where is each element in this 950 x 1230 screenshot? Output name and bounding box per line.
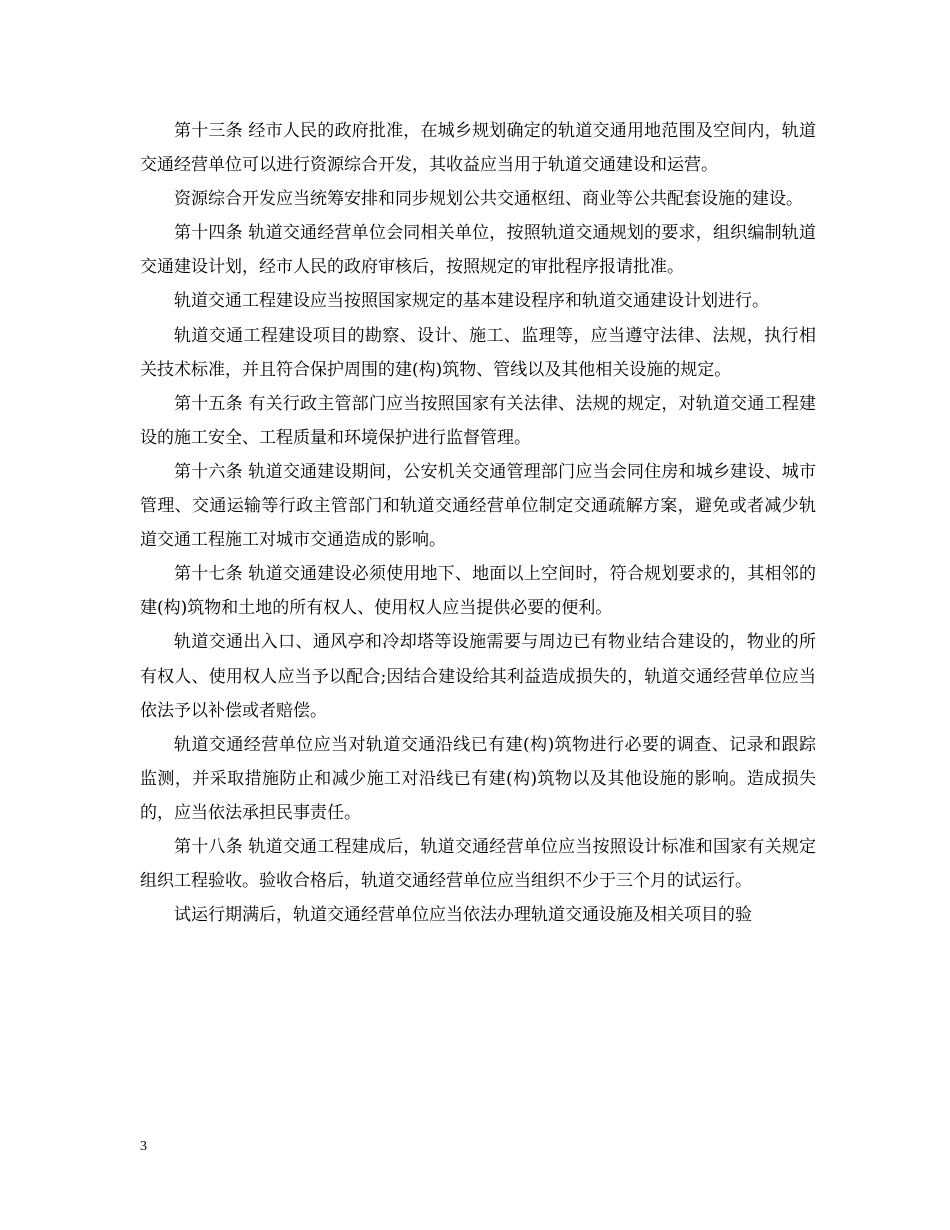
page-number: 3 [140, 1139, 147, 1154]
paragraph: 第十八条 轨道交通工程建成后，轨道交通经营单位应当按照设计标准和国家有关规定组织工程验收。验收合格后，轨道交通经营单位应当组织不少于三个月的试运行。 [140, 836, 816, 892]
paragraph: 第十七条 轨道交通建设必须使用地下、地面以上空间时，符合规划要求的，其相邻的建(构)筑物和土地的所有权人、使用权人应当提供必要的便利。 [140, 564, 816, 619]
paragraph: 第十四条 轨道交通经营单位会同相关单位，按照轨道交通规划的要求，组织编制轨道交通建设计划，经市人民的政府审核后，按照规定的审批程序报请批准。 [140, 223, 816, 278]
paragraph: 第十三条 经市人民的政府批准，在城乡规划确定的轨道交通用地范围及空间内，轨道交通经营单位可以进行资源综合开发，其收益应当用于轨道交通建设和运营。 [140, 121, 816, 176]
paragraph: 试运行期满后，轨道交通经营单位应当依法办理轨道交通设施及相关项目的验 [174, 905, 752, 926]
paragraph: 轨道交通工程建设项目的勘察、设计、施工、监理等，应当遵守法律、法规，执行相关技术标准，并且符合保护周围的建(构)筑物、管线以及其他相关设施的规定。 [140, 325, 816, 380]
paragraph: 资源综合开发应当统筹安排和同步规划公共交通枢纽、商业等公共配套设施的建设。 [174, 189, 803, 210]
paragraph: 轨道交通经营单位应当对轨道交通沿线已有建(构)筑物进行必要的调查、记录和跟踪监测，并采取措施防止和减少施工对沿线已有建(构)筑物以及其他设施的影响。造成损失的，应当依法承担民事责任。 [140, 734, 816, 823]
paragraph: 第十六条 轨道交通建设期间，公安机关交通管理部门应当会同住房和城乡建设、城市管理、交通运输等行政主管部门和轨道交通经营单位制定交通疏解方案，避免或者减少轨道交通工程施工对城市交通造成的影响。 [140, 461, 816, 551]
paragraph: 轨道交通出入口、通风亭和冷却塔等设施需要与周边已有物业结合建设的，物业的所有权人、使用权人应当予以配合;因结合建设给其利益造成损失的，轨道交通经营单位应当依法予以补偿或者赔偿。 [140, 632, 816, 721]
paragraph: 第十五条 有关行政主管部门应当按照国家有关法律、法规的规定，对轨道交通工程建设的施工安全、工程质量和环境保护进行监督管理。 [140, 393, 816, 448]
document-body [140, 114, 816, 932]
paragraph: 轨道交通工程建设应当按照国家规定的基本建设程序和轨道交通建设计划进行。 [174, 291, 769, 312]
